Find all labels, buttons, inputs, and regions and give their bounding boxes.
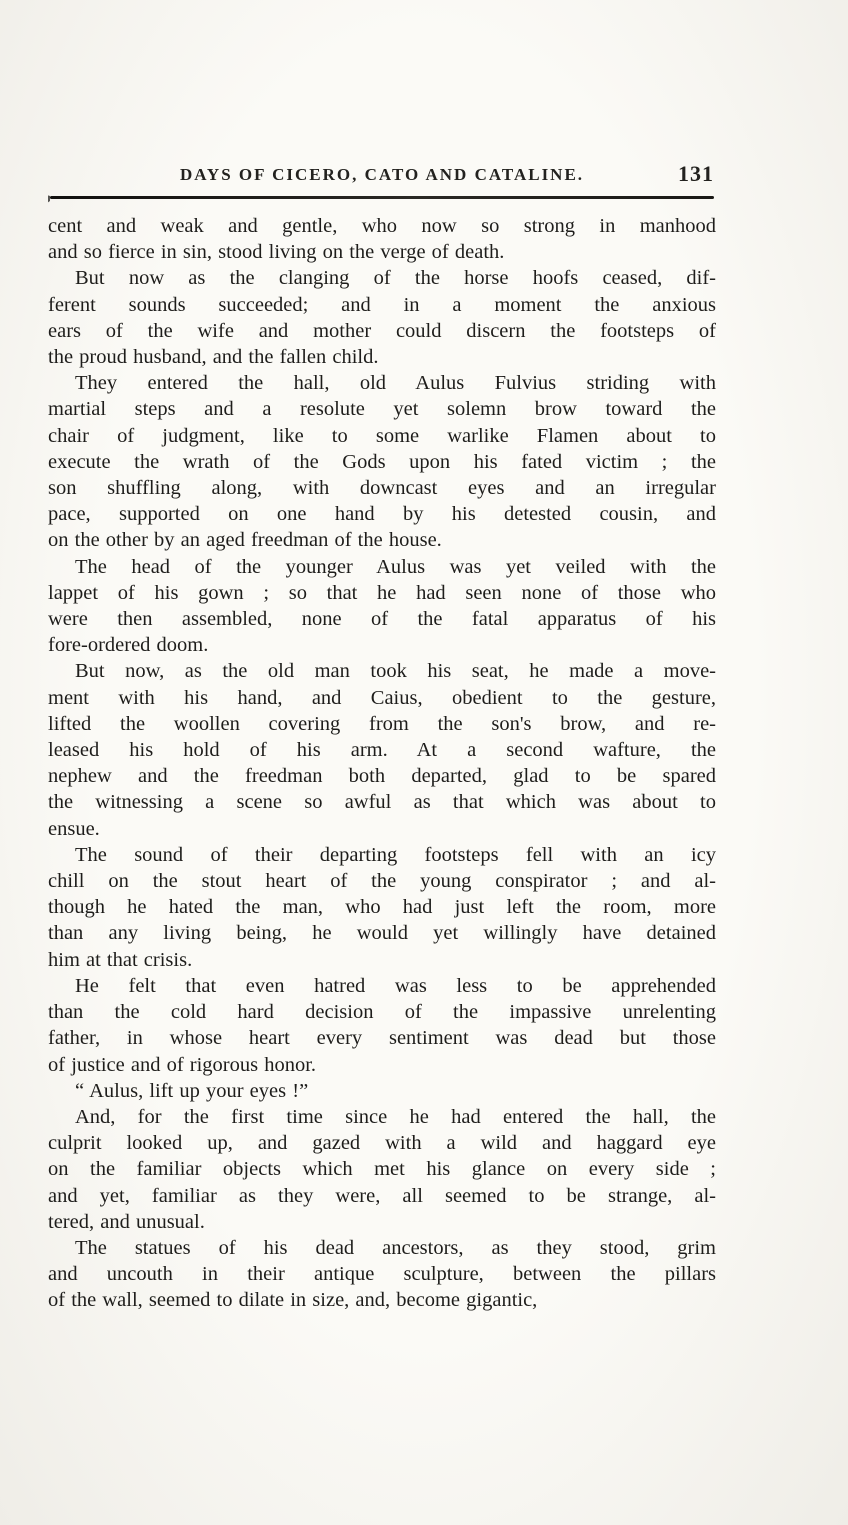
text-line: The statues of his dead ancestors, as they stood, grim: [75, 1236, 716, 1259]
text-line: father, in whose heart every sentiment was dead but those: [48, 1027, 716, 1050]
text-line: But now, as the old man took his seat, he made a move-: [75, 660, 716, 683]
text-line: were then assembled, none of the fatal apparatus of his: [48, 608, 716, 631]
page-number: 131: [678, 161, 714, 186]
text-line: though he hated the man, who had just left the room, more: [48, 896, 716, 919]
text-line: execute the wrath of the Gods upon his fated victim ; the: [48, 450, 716, 473]
text-line: The sound of their departing footsteps fell with an icy: [75, 843, 716, 866]
paragraph: [48, 658, 716, 841]
text-line: cent and weak and gentle, who now so strong in manhood: [48, 215, 716, 237]
text-line: He felt that even hatred was less to be apprehended: [75, 974, 716, 997]
text-line: lifted the woollen covering from the son's brow, and re-: [48, 712, 716, 735]
text-line: on the familiar objects which met his glance on every side ;: [48, 1158, 716, 1181]
text-line: pace, supported on one hand by his detested cousin, and: [48, 503, 716, 526]
text-line: The head of the younger Aulus was yet veiled with the: [75, 555, 716, 578]
paragraph: [48, 1235, 716, 1314]
paragraph: [48, 554, 716, 659]
text-line: leased his hold of his arm. At a second wafture, the: [48, 739, 716, 762]
text-line: on the other by an aged freedman of the house.: [48, 529, 442, 552]
text-line: the witnessing a scene so awful as that which was about to: [48, 791, 716, 814]
text-line: culprit looked up, and gazed with a wild and haggard eye: [48, 1132, 716, 1155]
text-line: nephew and the freedman both departed, glad to be spared: [48, 765, 716, 788]
paragraph: [48, 1078, 716, 1104]
text-line: than any living being, he would yet willingly have detained: [48, 922, 716, 945]
text-line: They entered the hall, old Aulus Fulvius striding with: [75, 372, 716, 395]
text-line: And, for the first time since he had entered the hall, the: [75, 1105, 716, 1128]
paragraph: [48, 213, 716, 265]
text-line: him at that crisis.: [48, 948, 193, 971]
text-line: than the cold hard decision of the impassive unrelenting: [48, 1001, 716, 1024]
page-header: [48, 161, 716, 186]
text-line: tered, and unusual.: [48, 1210, 205, 1233]
paragraph: [48, 370, 716, 553]
text-line: ferent sounds succeeded; and in a moment the anxious: [48, 293, 716, 316]
text-line: ment with his hand, and Caius, obedient to the gesture,: [48, 686, 716, 709]
text-line: and yet, familiar as they were, all seemed to be strange, al-: [48, 1184, 716, 1207]
text-line: “ Aulus, lift up your eyes !”: [75, 1079, 309, 1102]
paragraph: [48, 265, 716, 370]
text-line: chair of judgment, like to some warlike Flamen about to: [48, 424, 716, 447]
text-line: lappet of his gown ; so that he had seen none of those who: [48, 581, 716, 604]
text-line: of the wall, seemed to dilate in size, and, become gigantic,: [48, 1289, 538, 1312]
text-line: of justice and of rigorous honor.: [48, 1053, 317, 1076]
paragraph: [48, 973, 716, 1078]
text-line: But now as the clanging of the horse hoofs ceased, dif-: [75, 267, 716, 290]
paragraph: [48, 842, 716, 973]
text-line: martial steps and a resolute yet solemn brow toward the: [48, 398, 716, 421]
text-line: the proud husband, and the fallen child.: [48, 346, 379, 369]
text-line: and so fierce in sin, stood living on the verge of death.: [48, 241, 505, 264]
text-line: chill on the stout heart of the young conspirator ; and al-: [48, 870, 716, 893]
running-title: DAYS OF CICERO, CATO AND CATALINE.: [179, 165, 585, 184]
text-line: fore-ordered doom.: [48, 634, 209, 657]
text-line: son shuffling along, with downcast eyes and an irregular: [48, 477, 716, 500]
text-line: and uncouth in their antique sculpture, between the pillars: [48, 1263, 716, 1286]
paragraph: [48, 1104, 716, 1235]
text-line: ears of the wife and mother could discern the footsteps of: [48, 319, 716, 342]
header-rule: [50, 196, 714, 199]
page-body: [48, 213, 716, 1314]
text-line: ensue.: [48, 817, 100, 840]
